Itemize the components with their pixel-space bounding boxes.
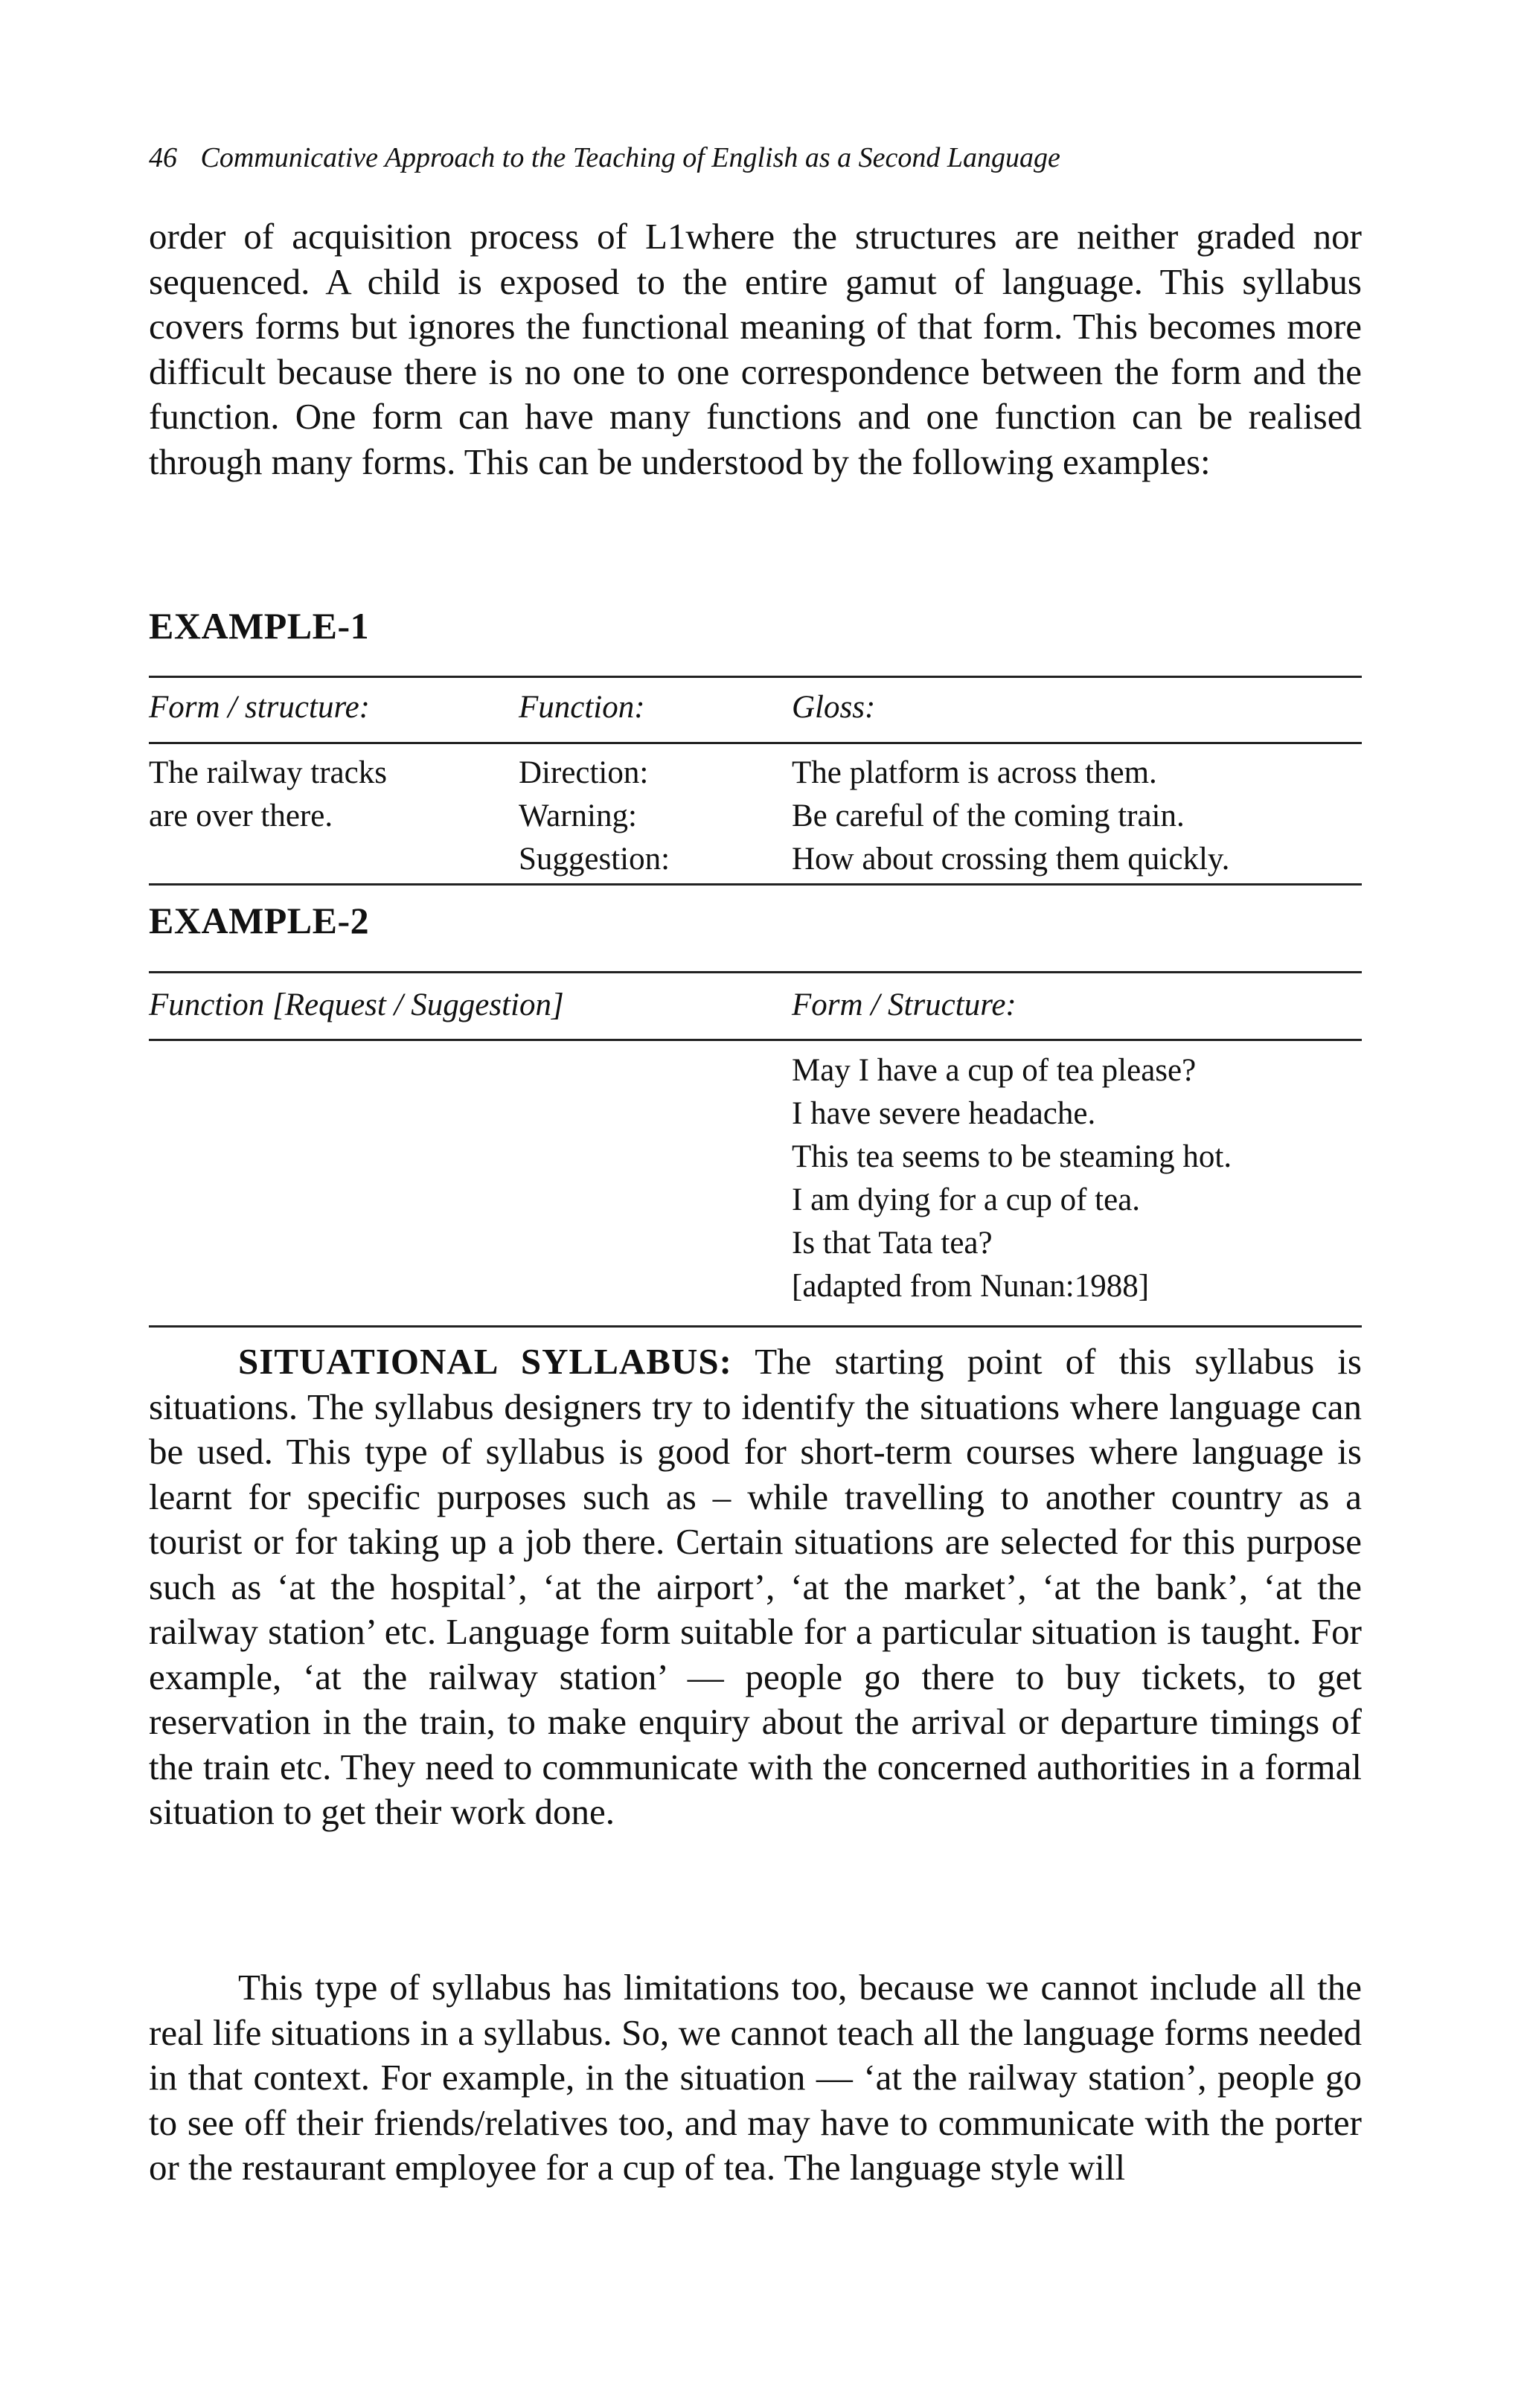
example-1-gloss [792,752,1229,881]
example-1-heading: EXAMPLE-1 [149,605,370,647]
col-header-form: Form / structure: [149,690,370,725]
col-header-form-structure: Form / Structure: [792,987,1016,1022]
form-line: are over there. [149,798,333,833]
col-header-function-request: Function [Request / Suggestion] [149,987,564,1022]
gloss-line: The platform is across them. [792,755,1157,790]
gloss-line: Be careful of the coming train. [792,798,1185,833]
book-title: Communicative Approach to the Teaching of English as a Second Language [200,142,1060,173]
form-line: I am dying for a cup of tea. [792,1182,1141,1217]
function-line: Suggestion: [519,842,670,877]
example-1-form [149,752,387,838]
example-2-forms [792,1049,1232,1308]
form-line: The railway tracks [149,755,387,790]
paragraph-situational [149,1339,1362,1835]
section-lead: SITUATIONAL SYLLABUS: [238,1341,732,1382]
form-line: Is that Tata tea? [792,1226,993,1261]
example-1-functions [519,752,670,881]
function-line: Warning: [519,798,637,833]
example-2-heading: EXAMPLE-2 [149,900,370,941]
table-rule [149,1039,1362,1041]
table-rule [149,742,1362,744]
table-rule [149,971,1362,973]
running-header [149,141,1362,174]
page-number: 46 [149,142,177,173]
gloss-line: How about crossing them quickly. [792,842,1230,877]
function-line: Direction: [519,755,649,790]
table-rule [149,1325,1362,1328]
citation: [adapted from Nunan:1988] [792,1269,1150,1304]
col-header-function: Function: [519,690,645,725]
table-rule [149,676,1362,678]
paragraph-intro: order of acquisition process of L1where the structures are neither graded nor sequenced. A child is exposed to the entire gamut of language. This syllabus covers forms but ignores the functional meaning of that form. This becomes more difficult because there is no one to one correspondence between the form and the function. One form can have many functions and one function can be realised through many forms. This can be understood by the following examples: [149,216,1362,482]
paragraph-limitations: This type of syllabus has limitations too, because we cannot include all the real life situations in a syllabus. So, we cannot teach all the language forms needed in that context. For example, in the situation — ‘at the railway station’, people go to see off their friends/relatives too, and may have to communicate with the porter or the restaurant employee for a cup of tea. The language style will [149,1967,1362,2188]
section-text: The starting point of this syllabus is situations. The syllabus designers try to identify the situations where language can be used. This type of syllabus is good for short-term courses where language is learnt for specific purposes such as – while travelling to another country as a tourist or for taking up a job there. Certain situations are selected for this purpose such as ‘at the hospital’, ‘at the airport’, ‘at the market’, ‘at the bank’, ‘at the railway station’ etc. Language form suitable for a particular situation is taught. For example, ‘at the railway station’ — people go there to buy tickets, to get reservation in the train, to make enquiry about the arrival or departure timings of the train etc. They need to communicate with the concerned authorities in a formal situation to get their work done. [149,1341,1362,1832]
table-rule [149,883,1362,886]
form-line: I have severe headache. [792,1096,1096,1131]
form-line: This tea seems to be steaming hot. [792,1139,1232,1174]
col-header-gloss: Gloss: [792,690,876,725]
form-line: May I have a cup of tea please? [792,1053,1197,1088]
